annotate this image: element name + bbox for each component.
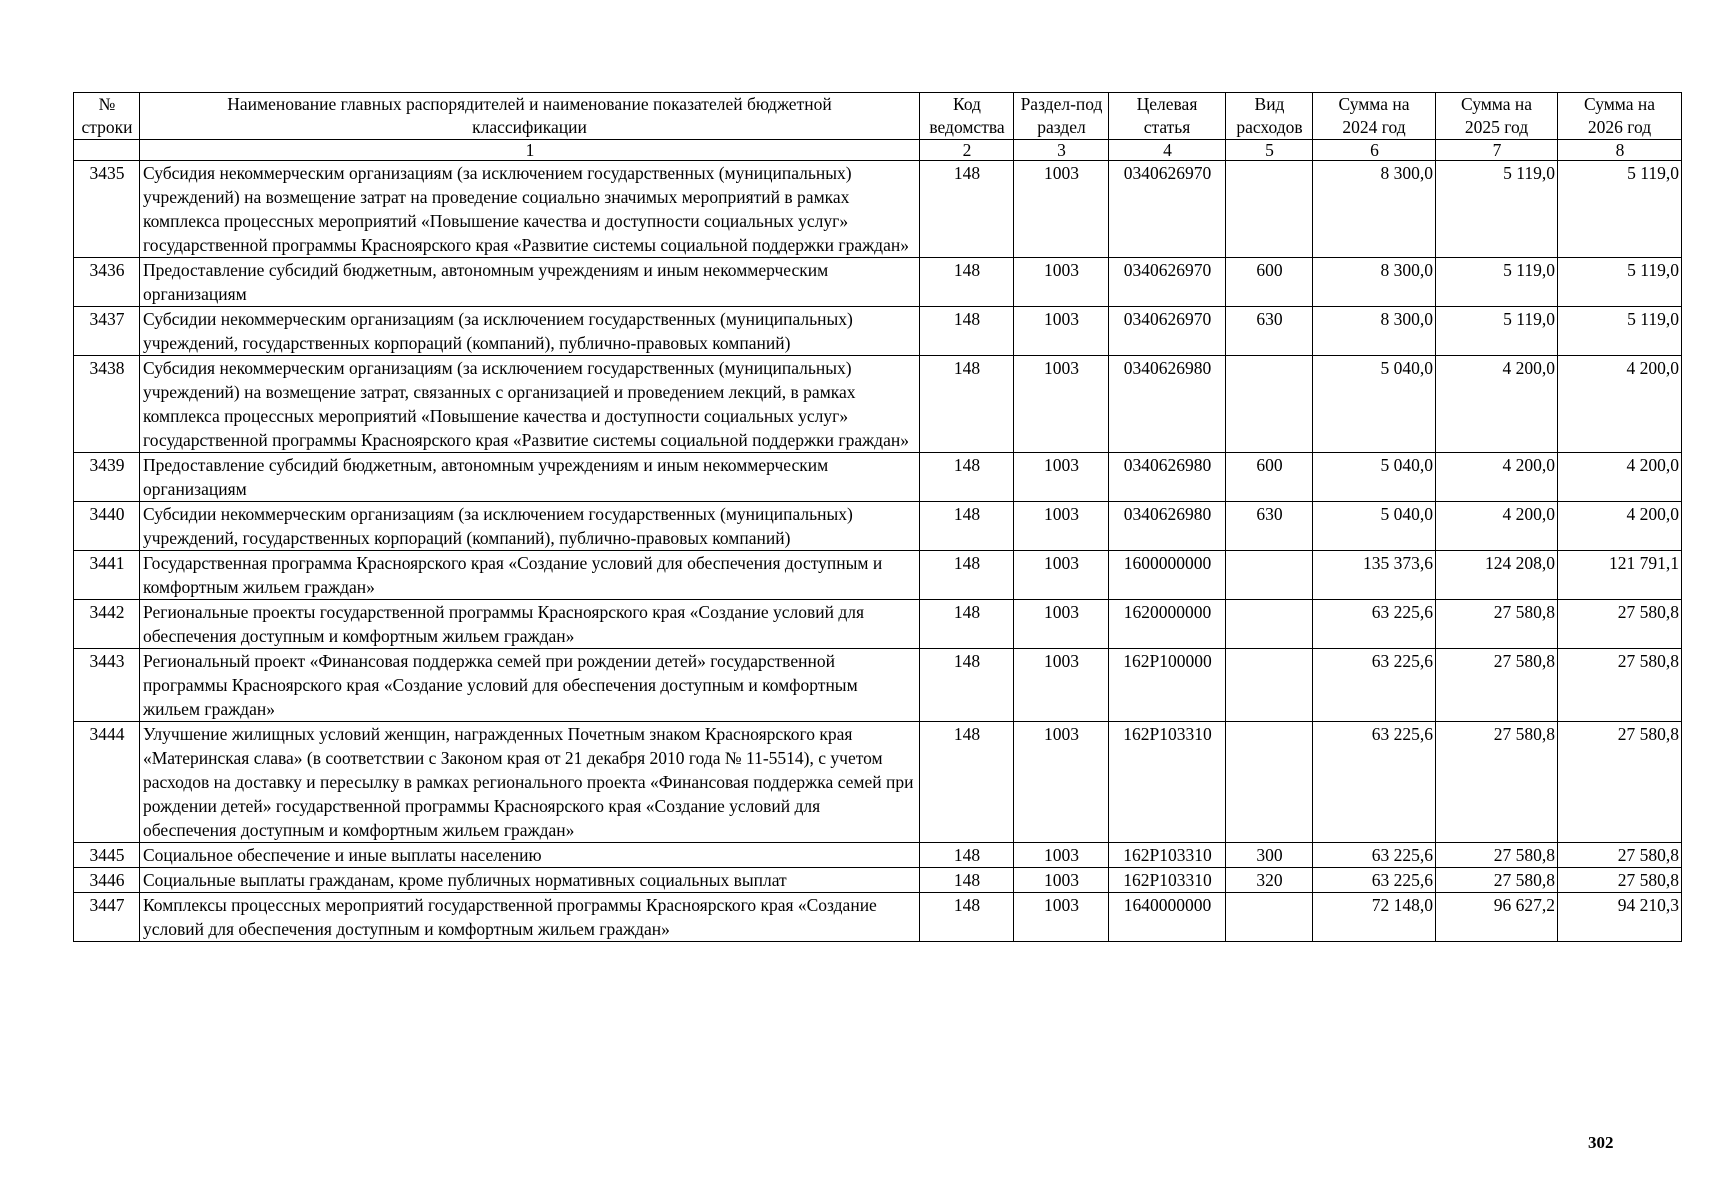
row-name: Улучшение жилищных условий женщин, награжденных Почетным знаком Красноярского края «Материнская слава» (в соответствии с Законом края от 21 декабря 2010 года № 11-5514), с учетом расходов на доставку и пересылку в рамках регионального проекта «Финансовая поддержка семей при рождении детей» государственной программы Красноярского края «Создание условий для обеспечения доступным и комфортным жильем граждан»: [140, 722, 920, 843]
column-number: 1: [140, 140, 920, 161]
row-expense-type: 630: [1226, 307, 1313, 356]
row-expense-type: [1226, 649, 1313, 722]
row-number: 3443: [74, 649, 140, 722]
row-sum-2024: 5 040,0: [1313, 453, 1436, 502]
row-expense-type: [1226, 356, 1313, 453]
row-sum-2025: 5 119,0: [1436, 307, 1558, 356]
row-sum-2024: 63 225,6: [1313, 600, 1436, 649]
row-name: Предоставление субсидий бюджетным, автономным учреждениям и иным некоммерческим организациям: [140, 258, 920, 307]
row-target: 0340626980: [1109, 453, 1226, 502]
row-section: 1003: [1014, 307, 1109, 356]
row-target: 0340626970: [1109, 258, 1226, 307]
header-name: Наименование главных распорядителей и наименование показателей бюджетной классификации: [140, 93, 920, 140]
row-sum-2025: 5 119,0: [1436, 161, 1558, 258]
row-section: 1003: [1014, 843, 1109, 868]
row-section: 1003: [1014, 893, 1109, 942]
row-sum-2024: 63 225,6: [1313, 868, 1436, 893]
row-name: Социальные выплаты гражданам, кроме публичных нормативных социальных выплат: [140, 868, 920, 893]
row-target: 0340626980: [1109, 356, 1226, 453]
column-number-blank: [74, 140, 140, 161]
row-sum-2025: 27 580,8: [1436, 722, 1558, 843]
row-sum-2026: 27 580,8: [1558, 843, 1682, 868]
row-sum-2026: 4 200,0: [1558, 453, 1682, 502]
row-section: 1003: [1014, 453, 1109, 502]
row-sum-2026: 4 200,0: [1558, 502, 1682, 551]
table-row: [74, 161, 1682, 258]
row-expense-type: 300: [1226, 843, 1313, 868]
row-number: 3445: [74, 843, 140, 868]
row-name: Субсидия некоммерческим организациям (за исключением государственных (муниципальных) учреждений) на возмещение затрат на проведение социально значимых мероприятий в рамках комплекса процессных мероприятий «Повышение качества и доступности социальных услуг» государственной программы Красноярского края «Развитие системы социальной поддержки граждан»: [140, 161, 920, 258]
row-sum-2024: 63 225,6: [1313, 649, 1436, 722]
row-number: 3440: [74, 502, 140, 551]
header-sum-2024: Сумма на 2024 год: [1313, 93, 1436, 140]
row-target: 1640000000: [1109, 893, 1226, 942]
row-dept-code: 148: [920, 551, 1014, 600]
row-dept-code: 148: [920, 453, 1014, 502]
row-section: 1003: [1014, 868, 1109, 893]
table-body: [74, 161, 1682, 942]
header-row-no: № строки: [74, 93, 140, 140]
table-row: [74, 649, 1682, 722]
row-sum-2025: 124 208,0: [1436, 551, 1558, 600]
row-number: 3447: [74, 893, 140, 942]
table-row: [74, 453, 1682, 502]
column-number: 5: [1226, 140, 1313, 161]
row-sum-2024: 8 300,0: [1313, 161, 1436, 258]
row-sum-2025: 27 580,8: [1436, 600, 1558, 649]
page-number: 302: [1588, 1133, 1614, 1152]
table-row: [74, 843, 1682, 868]
row-sum-2026: 121 791,1: [1558, 551, 1682, 600]
row-dept-code: 148: [920, 868, 1014, 893]
row-sum-2024: 135 373,6: [1313, 551, 1436, 600]
row-name: Комплексы процессных мероприятий государственной программы Красноярского края «Создание условий для обеспечения доступным и комфортным жильем граждан»: [140, 893, 920, 942]
row-section: 1003: [1014, 258, 1109, 307]
row-name: Государственная программа Красноярского края «Создание условий для обеспечения доступным и комфортным жильем граждан»: [140, 551, 920, 600]
row-section: 1003: [1014, 161, 1109, 258]
row-sum-2024: 8 300,0: [1313, 307, 1436, 356]
row-sum-2026: 4 200,0: [1558, 356, 1682, 453]
row-sum-2025: 27 580,8: [1436, 868, 1558, 893]
row-name: Субсидия некоммерческим организациям (за исключением государственных (муниципальных) учреждений) на возмещение затрат, связанных с организацией и проведением лекций, в рамках комплекса процессных мероприятий «Повышение качества и доступности социальных услуг» государственной программы Красноярского края «Развитие системы социальной поддержки граждан»: [140, 356, 920, 453]
row-dept-code: 148: [920, 356, 1014, 453]
row-sum-2026: 5 119,0: [1558, 307, 1682, 356]
row-dept-code: 148: [920, 722, 1014, 843]
row-dept-code: 148: [920, 502, 1014, 551]
header-dept-code: Код ведомства: [920, 93, 1014, 140]
row-sum-2024: 63 225,6: [1313, 722, 1436, 843]
row-number: 3436: [74, 258, 140, 307]
row-target: 1600000000: [1109, 551, 1226, 600]
row-target: 162P100000: [1109, 649, 1226, 722]
header-sum-2026: Сумма на 2026 год: [1558, 93, 1682, 140]
row-expense-type: 630: [1226, 502, 1313, 551]
row-number: 3444: [74, 722, 140, 843]
row-section: 1003: [1014, 551, 1109, 600]
row-number: 3442: [74, 600, 140, 649]
row-target: 162P103310: [1109, 868, 1226, 893]
row-sum-2024: 5 040,0: [1313, 502, 1436, 551]
header-sum-2025: Сумма на 2025 год: [1436, 93, 1558, 140]
row-expense-type: [1226, 600, 1313, 649]
table-row: [74, 307, 1682, 356]
table-row: [74, 722, 1682, 843]
row-sum-2025: 4 200,0: [1436, 502, 1558, 551]
row-target: 162P103310: [1109, 843, 1226, 868]
row-dept-code: 148: [920, 649, 1014, 722]
row-sum-2024: 8 300,0: [1313, 258, 1436, 307]
row-number: 3446: [74, 868, 140, 893]
column-number: 4: [1109, 140, 1226, 161]
row-sum-2025: 4 200,0: [1436, 356, 1558, 453]
column-number-row: [74, 140, 1682, 161]
row-expense-type: [1226, 161, 1313, 258]
table-row: [74, 356, 1682, 453]
row-target: 0340626970: [1109, 307, 1226, 356]
row-sum-2025: 5 119,0: [1436, 258, 1558, 307]
header-expense-type: Вид расходов: [1226, 93, 1313, 140]
row-number: 3439: [74, 453, 140, 502]
row-sum-2026: 27 580,8: [1558, 868, 1682, 893]
row-target: 162P103310: [1109, 722, 1226, 843]
row-expense-type: [1226, 551, 1313, 600]
row-sum-2025: 96 627,2: [1436, 893, 1558, 942]
row-sum-2026: 27 580,8: [1558, 649, 1682, 722]
row-section: 1003: [1014, 502, 1109, 551]
row-dept-code: 148: [920, 307, 1014, 356]
row-dept-code: 148: [920, 600, 1014, 649]
row-target: 1620000000: [1109, 600, 1226, 649]
row-section: 1003: [1014, 649, 1109, 722]
row-expense-type: 320: [1226, 868, 1313, 893]
row-dept-code: 148: [920, 161, 1014, 258]
row-name: Предоставление субсидий бюджетным, автономным учреждениям и иным некоммерческим организациям: [140, 453, 920, 502]
row-dept-code: 148: [920, 893, 1014, 942]
table-row: [74, 868, 1682, 893]
row-expense-type: [1226, 893, 1313, 942]
row-name: Региональный проект «Финансовая поддержка семей при рождении детей» государственной программы Красноярского края «Создание условий для обеспечения доступным и комфортным жильем граждан»: [140, 649, 920, 722]
row-name: Региональные проекты государственной программы Красноярского края «Создание условий для обеспечения доступным и комфортным жильем граждан»: [140, 600, 920, 649]
row-target: 0340626970: [1109, 161, 1226, 258]
row-section: 1003: [1014, 356, 1109, 453]
row-name: Социальное обеспечение и иные выплаты населению: [140, 843, 920, 868]
row-target: 0340626980: [1109, 502, 1226, 551]
table-row: [74, 258, 1682, 307]
row-sum-2024: 5 040,0: [1313, 356, 1436, 453]
budget-table: [73, 92, 1682, 942]
table-row: [74, 893, 1682, 942]
column-number: 6: [1313, 140, 1436, 161]
table-row: [74, 551, 1682, 600]
table-row: [74, 502, 1682, 551]
row-section: 1003: [1014, 600, 1109, 649]
row-number: 3438: [74, 356, 140, 453]
column-number: 2: [920, 140, 1014, 161]
row-expense-type: 600: [1226, 453, 1313, 502]
row-section: 1003: [1014, 722, 1109, 843]
header-section: Раздел-подраздел: [1014, 93, 1109, 140]
row-sum-2026: 27 580,8: [1558, 722, 1682, 843]
column-number: 3: [1014, 140, 1109, 161]
column-number: 7: [1436, 140, 1558, 161]
header-row: [74, 93, 1682, 140]
row-dept-code: 148: [920, 258, 1014, 307]
row-expense-type: 600: [1226, 258, 1313, 307]
row-sum-2024: 72 148,0: [1313, 893, 1436, 942]
row-number: 3437: [74, 307, 140, 356]
row-sum-2025: 27 580,8: [1436, 649, 1558, 722]
row-sum-2025: 4 200,0: [1436, 453, 1558, 502]
row-name: Субсидии некоммерческим организациям (за исключением государственных (муниципальных) учреждений, государственных корпораций (компаний), публично-правовых компаний): [140, 307, 920, 356]
row-sum-2026: 94 210,3: [1558, 893, 1682, 942]
row-dept-code: 148: [920, 843, 1014, 868]
row-sum-2026: 5 119,0: [1558, 258, 1682, 307]
row-expense-type: [1226, 722, 1313, 843]
table-row: [74, 600, 1682, 649]
row-number: 3435: [74, 161, 140, 258]
row-sum-2026: 27 580,8: [1558, 600, 1682, 649]
row-sum-2024: 63 225,6: [1313, 843, 1436, 868]
row-number: 3441: [74, 551, 140, 600]
header-target: Целевая статья: [1109, 93, 1226, 140]
column-number: 8: [1558, 140, 1682, 161]
row-name: Субсидии некоммерческим организациям (за исключением государственных (муниципальных) учреждений, государственных корпораций (компаний), публично-правовых компаний): [140, 502, 920, 551]
row-sum-2026: 5 119,0: [1558, 161, 1682, 258]
row-sum-2025: 27 580,8: [1436, 843, 1558, 868]
